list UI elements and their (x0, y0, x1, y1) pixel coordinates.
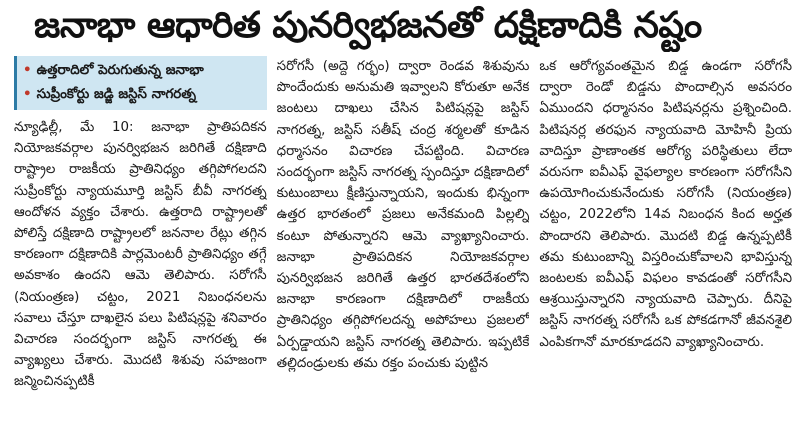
bullet-icon: • (23, 87, 32, 102)
highlight-text: ఉత్తరాదిలో పెరుగుతున్న జనాభా (36, 63, 204, 78)
article-paragraph: ఒక ఆరోగ్యవంతమైన బిడ్డ ఉండగా సరోగసీ ద్వారా రెండో బిడ్డను పొందాల్సిన అవసరం ఏముందని ధర్మాసనం పిటిషనర్లను ప్రశ్నించింది. పిటిషనర్ల తరఫున న్యాయవాది మోహినీ ప్రియ వాదిస్తూ ప్రాణాంతక ఆరోగ్య పరిస్థితులు లేదా వరుసగా ఐవీఎఫ్ వైఫల్యాల కారణంగా సరోగసీని ఉపయోగించుకునేందుకు సరోగసీ (నియంత్రణ) చట్టం, 2022లోని 14వ నిబంధన కింద అర్హత పొందారని తెలిపారు. మొదటి బిడ్డ ఉన్నప్పటికీ తమ కుటుంబాన్ని విస్తరించుకోవాలని భావిస్తున్న జంటలకు ఐవీఎఫ్ విఫలం కావడంతో సరోగసీని ఆశ్రయిస్తున్నారని న్యాయవాది చెప్పారు. దీనిపై జస్టిస్ నాగరత్న సరోగసీ ఒక పోకడగానో జీవనశైలి ఎంపికగానో మారకూడదని వ్యాఖ్యానించారు. (539, 59, 793, 350)
article-body (14, 56, 792, 440)
highlights-box (14, 56, 267, 110)
highlight-item (23, 59, 261, 83)
article-paragraph: న్యూఢిల్లీ, మే 10: జనాభా ప్రాతిపదికన నియోజకవర్గాల పునర్విభజన జరిగితే దక్షిణాది రాష్ట్రాల రాజకీయ ప్రాతినిధ్యం తగ్గిపోగలదని సుప్రీంకోర్టు న్యాయమూర్తి జస్టిస్ బీవీ నాగరత్న ఆందోళన వ్యక్తం చేశారు. ఉత్తరాది రాష్ట్రాలతో పోలిస్తే దక్షిణాది రాష్ట్రాలలో జననాల రేట్లు తగ్గిన కారణంగా దక్షిణాదికి పార్లమెంటరీ ప్రాతినిధ్యం తగ్గే అవకాశం ఉందని ఆమె తెలిపారు. సరోగసీ (నియంత్రణ) చట్టం, 2021 నిబంధనలను సవాలు చేస్తూ దాఖలైన పలు పిటిషన్లపై శనివారం విచారణ సందర్భంగా జస్టిస్ నాగరత్న ఈ వ్యాఖ్యలు చేశారు. మొదటి శిశువు సహజంగా జన్మించినప్పటికీ (14, 120, 267, 390)
highlight-item (23, 83, 261, 107)
article-headline: జనాభా ఆధారిత పునర్విభజనతో దక్షిణాదికి నష్టం (34, 5, 702, 46)
bullet-icon: • (23, 63, 32, 78)
article-column-1 (14, 56, 267, 440)
article-column-3 (539, 56, 792, 440)
highlight-text: సుప్రీంకోర్టు జడ్జి జస్టిస్ నాగరత్న (36, 87, 196, 102)
article-column-2 (277, 56, 530, 440)
article-paragraph: సరోగసీ (అద్దె గర్భం) ద్వారా రెండవ శిశువును పొందేందుకు అనుమతి ఇవ్వాలని కోరుతూ అనేక జంటలు దాఖలు చేసిన పిటిషన్లపై జస్టిస్ నాగరత్న, జస్టిస్ సతీష్ చంద్ర శర్మలతో కూడిన ధర్మాసనం విచారణ చేపట్టింది. విచారణ సందర్భంగా జస్టిస్ నాగరత్న స్పందిస్తూ దక్షిణాదిలో కుటుంబాలు క్షీణిస్తున్నాయని, ఇందుకు భిన్నంగా ఉత్తర భారతంలో ప్రజలు అనేకమంది పిల్లల్ని కంటూ పోతున్నారని ఆమె వ్యాఖ్యానించారు. జనాభా ప్రాతిపదికన నియోజకవర్గాల పునర్విభజన జరిగితే ఉత్తర భారతదేశంలోని జనాభా కారణంగా దక్షిణాదిలో రాజకీయ ప్రాతినిధ్యం తగ్గిపోగలదన్న అపోహలు ప్రజలలో ఏర్పడ్డాయని జస్టిస్ నాగరత్న తెలిపారు. ఇప్పటికే తల్లిదండ్రులకు తమ రక్తం పంచుకు పుట్టిన (276, 59, 530, 371)
